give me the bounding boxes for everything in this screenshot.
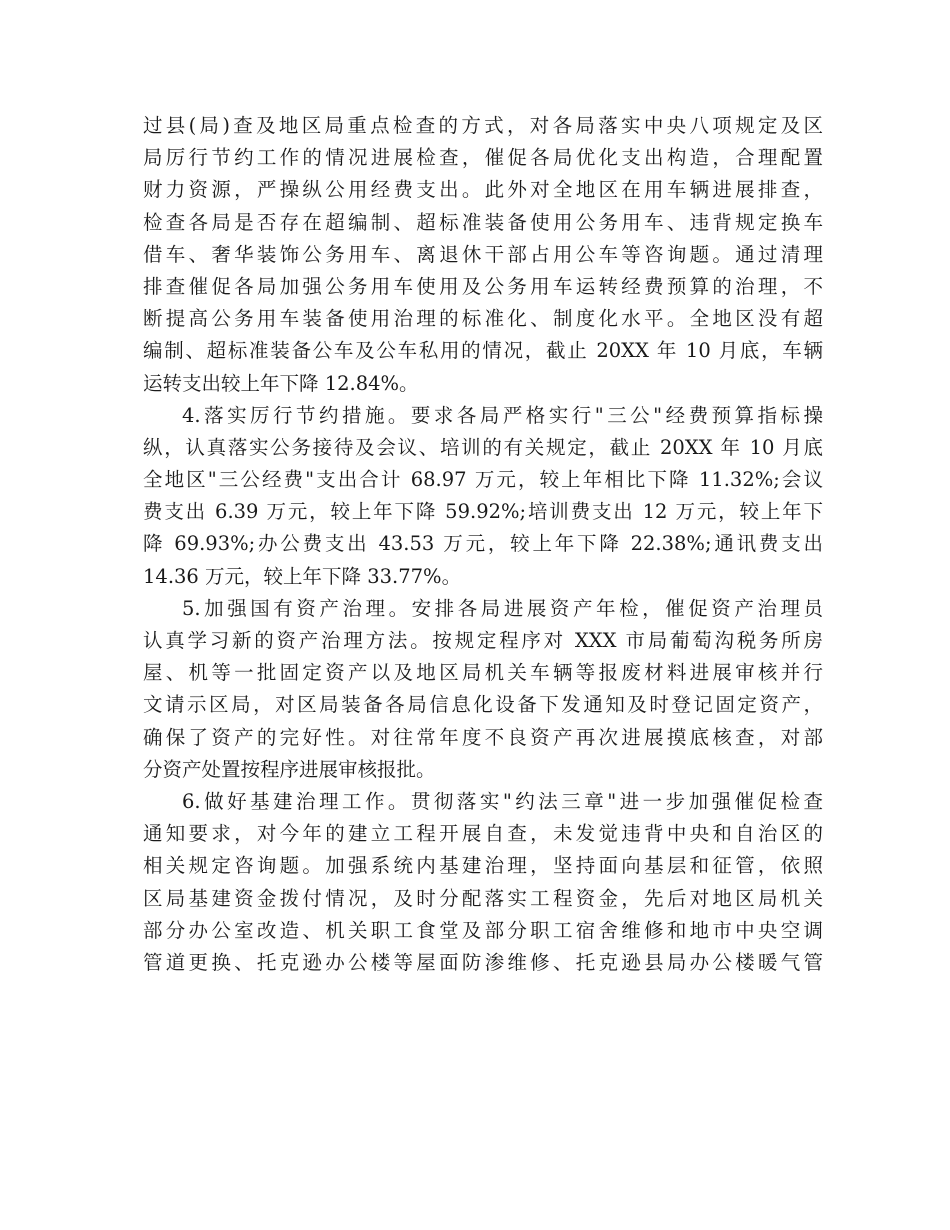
paragraph-line: 确保了资产的完好性。对往常年度不良资产再次进展摸底核查，对部 [143,725,823,749]
paragraph-line: 文请示区局，对区局装备各局信息化设备下发通知及时登记固定资产， [143,693,823,717]
paragraph-line: 借车、奢华装饰公务用车、离退休干部占用公车等咨询题。通过清理 [143,242,823,266]
paragraph-line: 管道更换、托克逊办公楼等屋面防渗维修、托克逊县局办公楼暖气管 [143,950,823,974]
paragraph-line: 降 69.93%;办公费支出 43.53 万元，较上年下降 22.38%;通讯费支出 [143,532,823,556]
paragraph-line: 相关规定咨询题。加强系统内基建治理，坚持面向基层和征管，依照 [143,854,823,878]
paragraph-line: 认真学习新的资产治理方法。按规定程序对 XXX 市局葡萄沟税务所房 [143,629,823,652]
paragraph-line: 费支出 6.39 万元，较上年下降 59.92%;培训费支出 12 万元，较上年下 [143,500,823,524]
paragraph-line: 区局基建资金拨付情况，及时分配落实工程资金，先后对地区局机关 [143,886,823,910]
paragraph-line: 检查各局是否存在超编制、超标准装备使用公务用车、违背规定换车 [143,210,823,234]
paragraph-first-line: 6.做好基建治理工作。贯彻落实"约法三章"进一步加强催促检查 [182,789,823,813]
paragraph-line: 屋、机等一批固定资产以及地区局机关车辆等报废材料进展审核并行 [143,661,823,685]
paragraph-line: 部分办公室改造、机关职工食堂及部分职工宿舍维修和地市中央空调 [143,918,823,942]
paragraph-line: 运转支出较上年下降 12.84%。 [143,371,419,395]
paragraph-line: 排查催促各局加强公务用车使用及公务用车运转经费预算的治理，不 [143,274,823,298]
paragraph-first-line: 4.落实厉行节约措施。要求各局严格实行"三公"经费预算指标操 [182,403,823,427]
paragraph-line: 纵，认真落实公务接待及会议、培训的有关规定，截止 20XX 年 10 月底 [143,435,823,459]
paragraph-first-line: 5.加强国有资产治理。安排各局进展资产年检，催促资产治理员 [182,596,823,620]
paragraph-line: 断提高公务用车装备使用治理的标准化、制度化水平。全地区没有超 [143,307,823,331]
paragraph-line: 通知要求，对今年的建立工程开展自查，未发觉违背中央和自治区的 [143,822,823,846]
paragraph-line: 分资产处置按程序进展审核报批。 [143,757,436,781]
paragraph-line: 财力资源，严操纵公用经费支出。此外对全地区在用车辆进展排查， [143,178,823,202]
paragraph-line: 编制、超标准装备公车及公车私用的情况，截止 20XX 年 10 月底，车辆 [143,339,823,363]
document-body [143,110,823,979]
paragraph-line: 过县(局)查及地区局重点检查的方式，对各局落实中央八项规定及区 [143,114,823,137]
paragraph-line: 全地区"三公经费"支出合计 68.97 万元，较上年相比下降 11.32%;会议 [143,468,823,492]
paragraph-line: 14.36 万元，较上年下降 33.77%。 [143,564,462,588]
paragraph-line: 局厉行节约工作的情况进展检查，催促各局优化支出构造，合理配置 [143,146,823,170]
